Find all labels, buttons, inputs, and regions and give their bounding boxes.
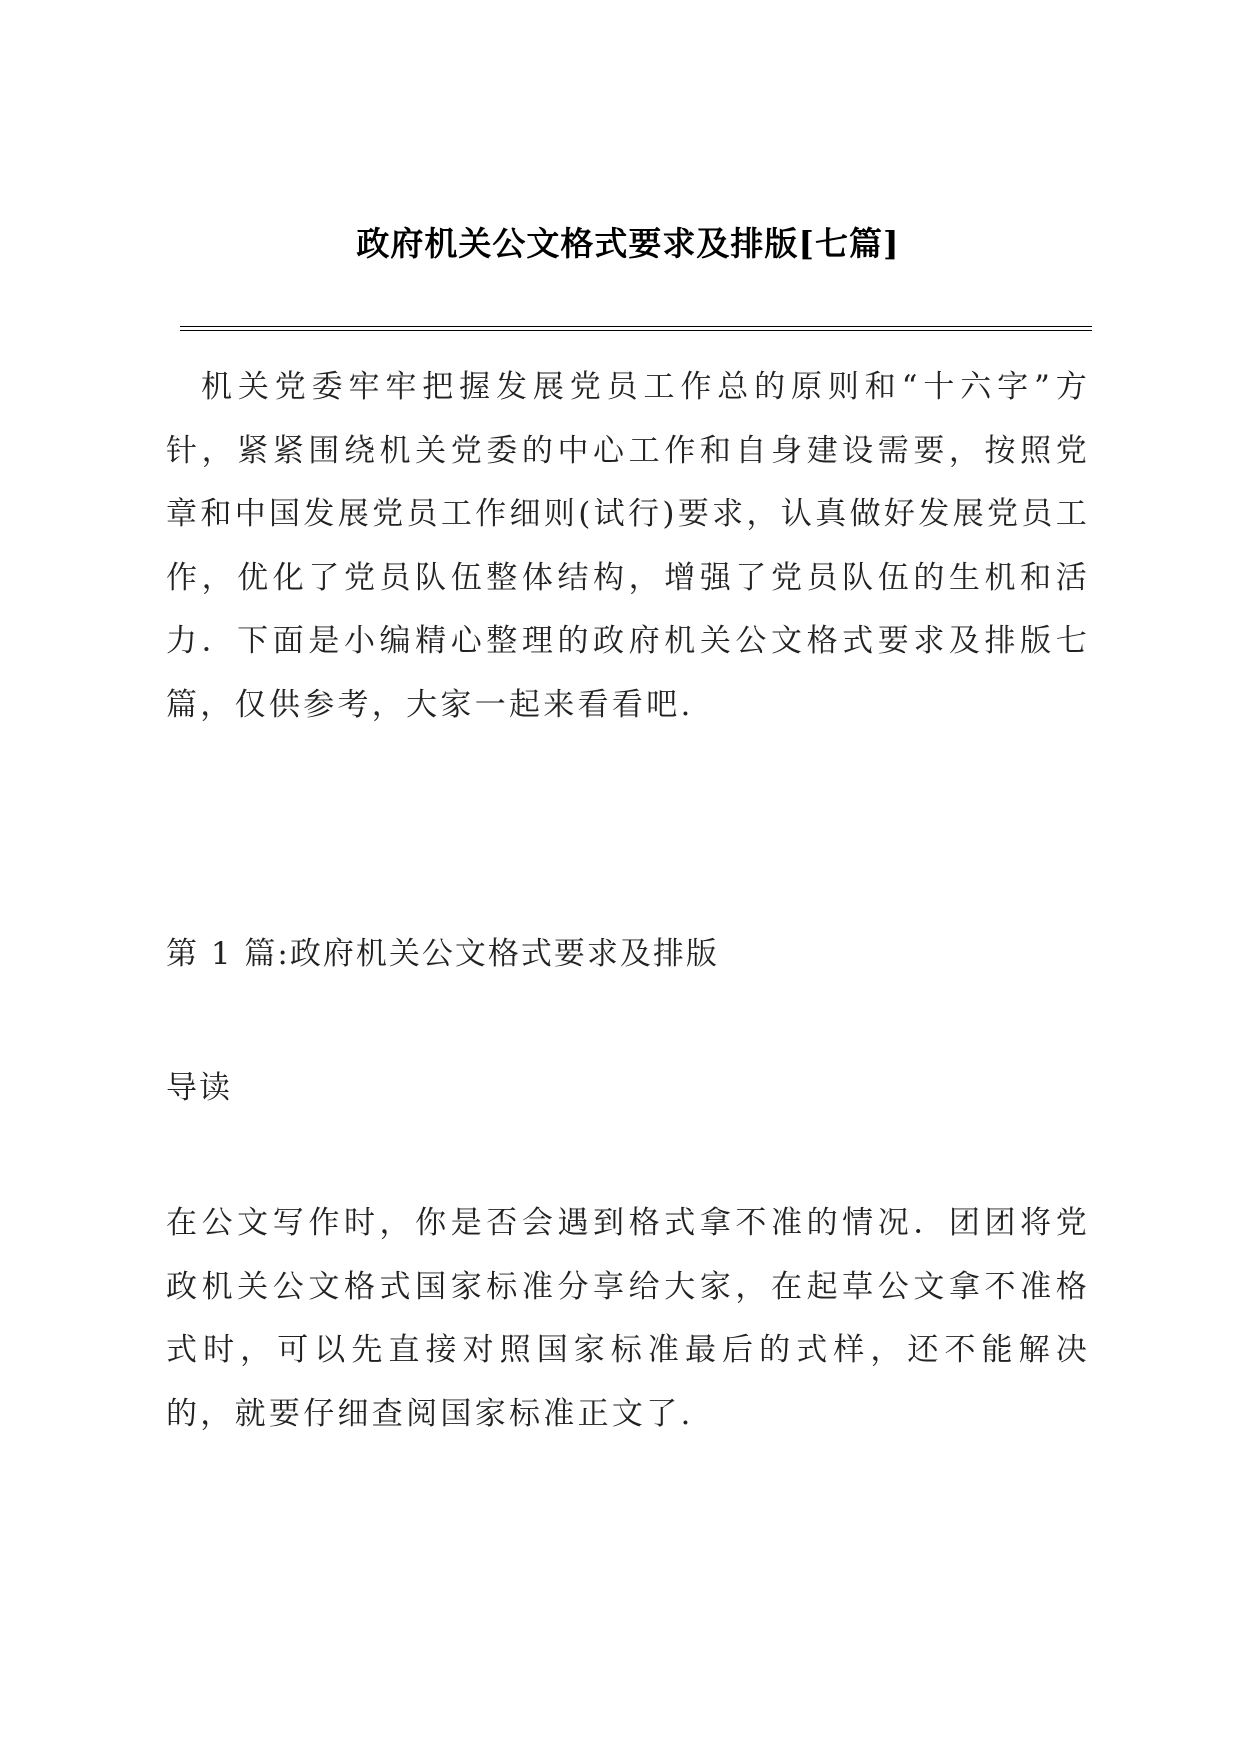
intro-paragraph: 机关党委牢牢把握发展党员工作总的原则和“十六字”方针，紧紧围绕机关党委的中心工作和自身建设需要，按照党章和中国发展党员工作细则(试行)要求，认真做好发展党员工作，优化了党员队伍整体结构，增强了党员队伍的生机和活力．下面是小编精心整理的政府机关公文格式要求及排版七篇，仅供参考，大家一起来看看吧. xyxy=(166,369,1090,723)
title-double-rule xyxy=(180,326,1092,331)
section-heading: 第 1 篇:政府机关公文格式要求及排版 xyxy=(166,936,719,972)
body-paragraph: 在公文写作时，你是否会遇到格式拿不准的情况．团团将党政机关公文格式国家标准分享给大家，在起草公文拿不准格式时，可以先直接对照国家标准最后的式样，还不能解决的，就要仔细查阅国家标准正文了. xyxy=(166,1205,1090,1432)
sub-heading-guide: 导读 xyxy=(166,1070,232,1106)
document-title: 政府机关公文格式要求及排版[七篇] xyxy=(356,224,900,263)
